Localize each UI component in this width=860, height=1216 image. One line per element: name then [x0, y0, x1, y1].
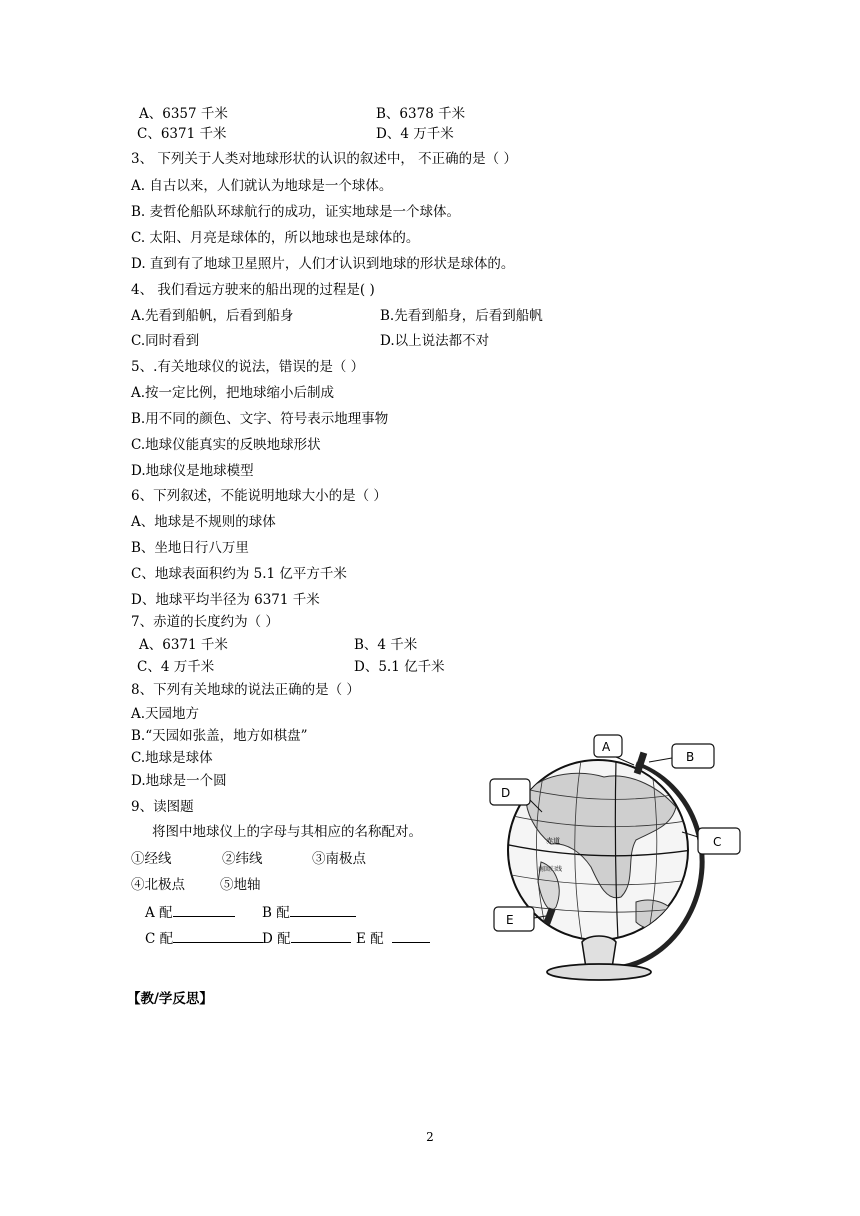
answer-e	[356, 929, 430, 948]
q3-option-c: C. 太阳、月亮是球体的，所以地球也是球体的。	[131, 230, 420, 246]
page-number: 2	[426, 1130, 434, 1144]
q8-option-c: C.地球是球体	[131, 750, 213, 766]
q8-stem: 8、下列有关地球的说法正确的是（ ）	[131, 682, 360, 698]
answer-e-blank[interactable]	[392, 929, 430, 943]
label-a: A	[602, 740, 611, 754]
q6-option-c: C、地球表面积约为 5.1 亿平方千米	[131, 566, 347, 582]
label-b: B	[686, 750, 695, 764]
answer-a-blank[interactable]	[173, 903, 235, 917]
label-box-e	[494, 907, 534, 931]
q6-option-a: A、地球是不规则的球体	[131, 514, 276, 530]
q7-option-d: D、5.1 亿千米	[354, 659, 445, 675]
q6-stem: 6、下列叙述，不能说明地球大小的是（ ）	[131, 488, 387, 504]
q9-option-1: ①经线	[131, 851, 172, 867]
q5-option-c: C.地球仪能真实的反映地球形状	[131, 437, 321, 453]
label-c: C	[713, 835, 722, 849]
q2-option-d: D、4 万千米	[376, 126, 454, 142]
q3-stem: 3、 下列关于人类对地球形状的认识的叙述中， 不正确的是（ ）	[131, 151, 517, 167]
q5-option-d: D.地球仪是地球模型	[131, 463, 254, 479]
label-e: E	[506, 913, 514, 927]
q6-option-b: B、坐地日行八万里	[131, 540, 249, 556]
label-d: D	[501, 786, 511, 800]
q4-option-b: B.先看到船身，后看到船帆	[380, 308, 543, 324]
answer-a-label: A 配	[145, 905, 173, 921]
q9-option-4: ④北极点	[131, 877, 185, 893]
q7-option-a: A、6371 千米	[139, 637, 228, 653]
q9-stem: 9、读图题	[131, 799, 194, 815]
q2-option-a: A、6357 千米	[139, 106, 228, 122]
q3-option-b: B. 麦哲伦船队环球航行的成功，证实地球是一个球体。	[131, 204, 461, 220]
q9-option-5: ⑤地轴	[220, 877, 261, 893]
q5-option-a: A.按一定比例，把地球缩小后制成	[131, 385, 335, 401]
globe-illustration	[486, 732, 748, 982]
q7-option-b: B、4 千米	[354, 637, 418, 653]
equator-text: 赤道	[546, 837, 560, 845]
answer-c-label: C 配	[145, 931, 174, 947]
answer-c	[145, 929, 263, 948]
q4-option-a: A.先看到船帆，后看到船身	[131, 308, 294, 324]
q4-stem: 4、 我们看远方驶来的船出现的过程是( )	[131, 282, 375, 298]
axis-top	[634, 752, 647, 775]
q9-instruction: 将图中地球仪上的字母与其相应的名称配对。	[152, 824, 422, 840]
answer-c-blank[interactable]	[173, 929, 263, 943]
answer-b	[262, 903, 356, 922]
q5-option-b: B.用不同的颜色、文字、符号表示地理事物	[131, 411, 389, 427]
answer-e-label: E 配	[356, 931, 384, 947]
answer-b-blank[interactable]	[290, 903, 356, 917]
q4-option-c: C.同时看到	[131, 333, 200, 349]
q9-option-2: ②纬线	[222, 851, 263, 867]
q9-option-3: ③南极点	[312, 851, 366, 867]
q8-option-d: D.地球是一个圆	[131, 773, 227, 789]
q7-option-c: C、4 万千米	[137, 659, 215, 675]
q7-stem: 7、赤道的长度约为（ ）	[131, 614, 279, 630]
answer-d-blank[interactable]	[291, 929, 351, 943]
q5-stem: 5、.有关地球仪的说法，错误的是（ ）	[131, 359, 365, 375]
reflection-heading: 【教/学反思】	[127, 991, 213, 1007]
q6-option-d: D、地球平均半径为 6371 千米	[131, 592, 320, 608]
globe-base	[547, 964, 651, 980]
q2-option-b: B、6378 千米	[376, 106, 466, 122]
q8-option-b: B.“天园如张盖，地方如棋盘”	[131, 728, 308, 744]
q4-option-d: D.以上说法都不对	[380, 333, 490, 349]
answer-d-label: D 配	[262, 931, 291, 947]
q3-option-d: D. 直到有了地球卫星照片，人们才认识到地球的形状是球体的。	[131, 256, 515, 272]
q8-option-a: A.天园地方	[131, 706, 200, 722]
answer-b-label: B 配	[262, 905, 290, 921]
tropic-text: 南回归线	[538, 866, 563, 873]
answer-d	[262, 929, 351, 948]
q2-option-c: C、6371 千米	[137, 126, 227, 142]
answer-a	[145, 903, 235, 922]
q3-option-a: A. 自古以来，人们就认为地球是一个球体。	[131, 178, 393, 194]
